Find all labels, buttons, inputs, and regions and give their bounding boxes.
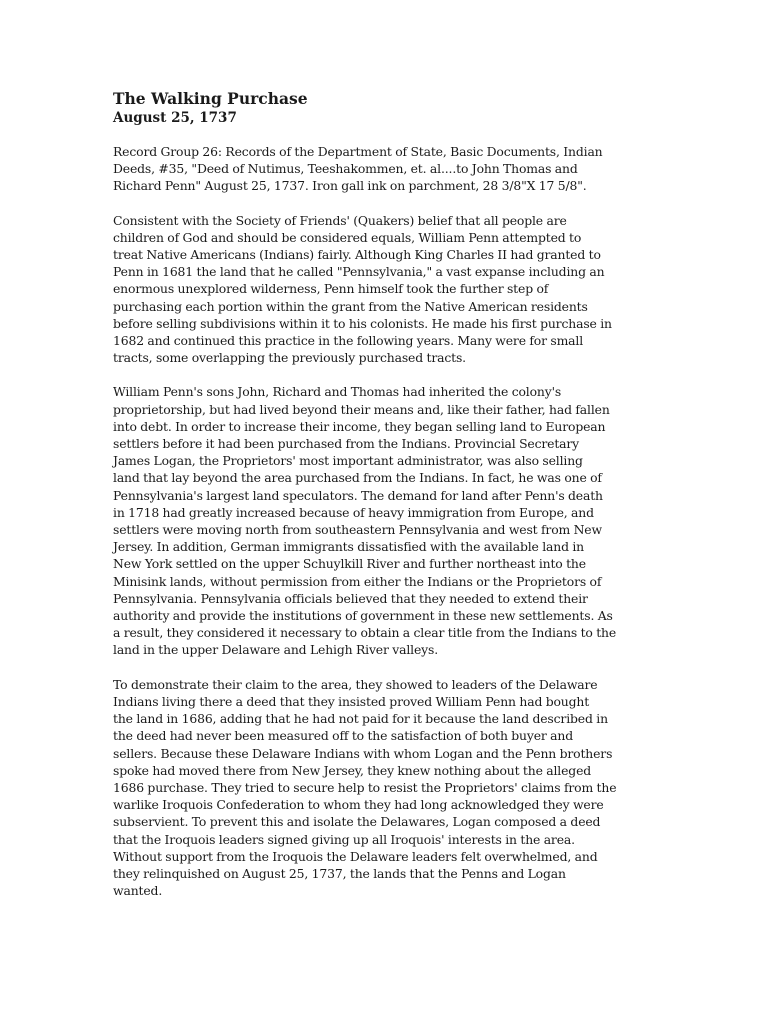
text-line: To demonstrate their claim to the area, they showed to leaders of the Delaware (113, 676, 598, 692)
text-line: Consistent with the Society of Friends' (Quakers) belief that all people are (113, 212, 567, 228)
text-line: land that lay beyond the area purchased from the Indians. In fact, he was one of (113, 470, 602, 486)
text-line: Without support from the Iroquois the Delaware leaders felt overwhelmed, and (113, 848, 598, 864)
text-line: land in the upper Delaware and Lehigh River valleys. (113, 642, 438, 658)
text-line: 1686 purchase. They tried to secure help to resist the Proprietors' claims from the (113, 779, 617, 795)
text-line: wanted. (113, 883, 163, 899)
text-line: Richard Penn" August 25, 1737. Iron gall ink on parchment, 28 3/8"X 17 5/8". (113, 178, 587, 194)
text-line: authority and provide the institutions of government in these new settlements. As (113, 608, 613, 624)
text-line: they relinquished on August 25, 1737, the lands that the Penns and Logan (113, 865, 566, 881)
text-line: 1682 and continued this practice in the following years. Many were for small (113, 333, 584, 349)
text-line: New York settled on the upper Schuylkill River and further northeast into the (113, 556, 586, 572)
text-line: children of God and should be considered equals, William Penn attempted to (113, 229, 582, 245)
paragraph-delaware-claim (113, 676, 661, 900)
document-page (113, 89, 661, 916)
text-line: sellers. Because these Delaware Indians with whom Logan and the Penn brothers (113, 745, 613, 761)
text-line: subservient. To prevent this and isolate the Delawares, Logan composed a deed (113, 814, 601, 830)
text-line: proprietorship, but had lived beyond their means and, like their father, had fallen (113, 401, 610, 417)
text-line: warlike Iroquois Confederation to whom they had long acknowledged they were (113, 797, 604, 813)
paragraph-quaker-belief (113, 212, 661, 367)
text-line: William Penn's sons John, Richard and Thomas had inherited the colony's (113, 384, 562, 400)
text-line: tracts, some overlapping the previously purchased tracts. (113, 350, 466, 366)
text-line: in 1718 had greatly increased because of heavy immigration from Europe, and (113, 504, 594, 520)
text-line: purchasing each portion within the grant from the Native American residents (113, 298, 588, 314)
text-line: a result, they considered it necessary to obtain a clear title from the Indians to the (113, 625, 617, 641)
text-line: that the Iroquois leaders signed giving up all Iroquois' interests in the area. (113, 831, 575, 847)
text-line: Pennsylvania's largest land speculators. The demand for land after Penn's death (113, 487, 603, 503)
text-line: settlers were moving north from southeastern Pennsylvania and west from New (113, 522, 602, 538)
text-line: enormous unexplored wilderness, Penn himself took the further step of (113, 281, 549, 297)
text-line: spoke had moved there from New Jersey, they knew nothing about the alleged (113, 762, 592, 778)
text-line: the deed had never been measured off to the satisfaction of both buyer and (113, 728, 574, 744)
text-line: Jersey. In addition, German immigrants dissatisfied with the available land in (113, 539, 585, 555)
text-line: before selling subdivisions within it to his colonists. He made his first purchase in (113, 315, 612, 331)
paragraph-penn-sons (113, 383, 661, 658)
document-date: August 25, 1737 (113, 110, 237, 126)
text-line: into debt. In order to increase their income, they began selling land to European (113, 418, 606, 434)
text-line: Penn in 1681 the land that he called "Pennsylvania," a vast expanse including an (113, 264, 605, 280)
text-line: James Logan, the Proprietors' most important administrator, was also selling (113, 453, 583, 469)
text-line: Pennsylvania. Pennsylvania officials believed that they needed to extend their (113, 590, 588, 606)
text-line: settlers before it had been purchased from the Indians. Provincial Secretary (113, 436, 580, 452)
text-line: Deeds, #35, "Deed of Nutimus, Teeshakommen, et. al....to John Thomas and (113, 161, 578, 177)
text-line: Minisink lands, without permission from either the Indians or the Proprietors of (113, 573, 602, 589)
text-line: treat Native Americans (Indians) fairly. Although King Charles II had granted to (113, 247, 601, 263)
text-line: the land in 1686, adding that he had not paid for it because the land described in (113, 711, 608, 727)
paragraph-record-citation (113, 143, 661, 195)
text-line: Indians living there a deed that they insisted proved William Penn had bought (113, 693, 590, 709)
text-line: Record Group 26: Records of the Department of State, Basic Documents, Indian (113, 144, 603, 159)
document-title: The Walking Purchase (113, 89, 308, 108)
